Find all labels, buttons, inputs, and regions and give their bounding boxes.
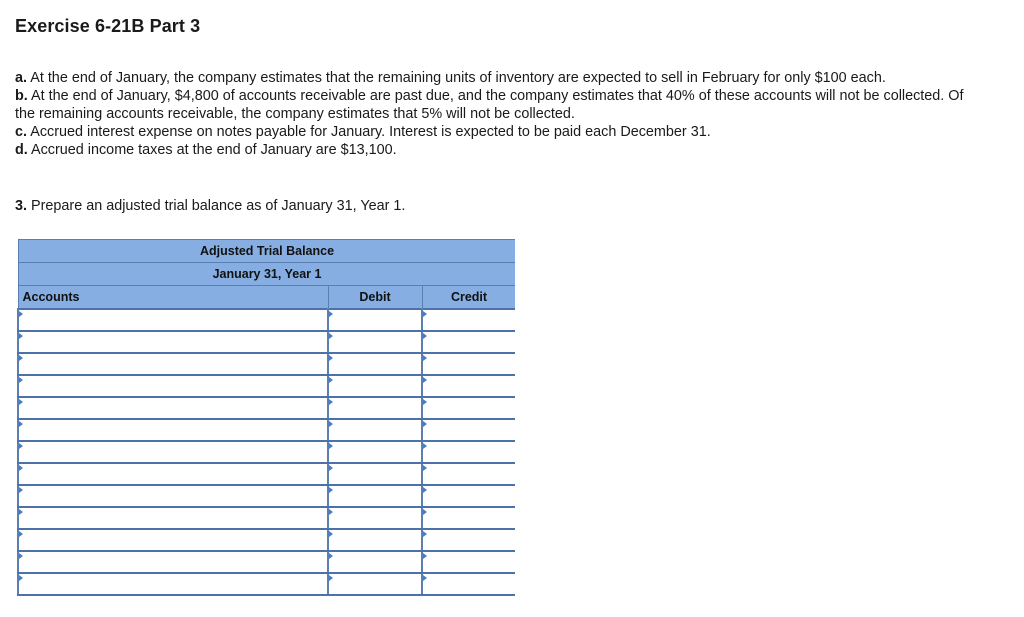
item-b-text: At the end of January, $4,800 of accounts receivable are past due, and the company estimates that 40% of these accounts will not be collected. Of the remaining accounts receivable, the company estimates that 5% will not be collected.	[15, 88, 964, 122]
problem-statement	[15, 69, 965, 159]
debit-input[interactable]	[329, 464, 421, 484]
debit-input[interactable]	[329, 442, 421, 462]
debit-input[interactable]	[329, 508, 421, 528]
item-d-letter: d.	[15, 142, 28, 158]
question-text: Prepare an adjusted trial balance as of January 31, Year 1.	[27, 198, 406, 214]
credit-input[interactable]	[423, 354, 515, 374]
table-row	[18, 485, 515, 507]
credit-input[interactable]	[423, 486, 515, 506]
account-input[interactable]	[19, 464, 327, 484]
account-input[interactable]	[19, 552, 327, 572]
account-cell	[18, 463, 328, 485]
debit-input[interactable]	[329, 530, 421, 550]
row-marker-icon	[19, 311, 23, 317]
column-header-credit: Credit	[422, 286, 515, 310]
item-b	[15, 87, 965, 123]
debit-cell	[328, 529, 422, 551]
credit-cell	[422, 573, 515, 595]
debit-cell	[328, 353, 422, 375]
account-input[interactable]	[19, 398, 327, 418]
debit-cell	[328, 441, 422, 463]
row-marker-icon	[19, 421, 23, 427]
debit-cell	[328, 309, 422, 331]
debit-cell	[328, 419, 422, 441]
row-marker-icon	[329, 575, 333, 581]
row-marker-icon	[423, 333, 427, 339]
credit-input[interactable]	[423, 552, 515, 572]
debit-input[interactable]	[329, 332, 421, 352]
debit-cell	[328, 375, 422, 397]
debit-input[interactable]	[329, 354, 421, 374]
credit-cell	[422, 331, 515, 353]
account-cell	[18, 507, 328, 529]
row-marker-icon	[19, 377, 23, 383]
row-marker-icon	[329, 311, 333, 317]
trial-balance-rows	[18, 309, 515, 595]
row-marker-icon	[329, 487, 333, 493]
row-marker-icon	[19, 509, 23, 515]
account-input[interactable]	[19, 310, 327, 330]
credit-input[interactable]	[423, 398, 515, 418]
credit-input[interactable]	[423, 310, 515, 330]
account-cell	[18, 485, 328, 507]
row-marker-icon	[329, 509, 333, 515]
row-marker-icon	[423, 377, 427, 383]
account-cell	[18, 573, 328, 595]
row-marker-icon	[329, 421, 333, 427]
account-cell	[18, 331, 328, 353]
account-cell	[18, 529, 328, 551]
account-cell	[18, 419, 328, 441]
trial-balance-worksheet	[17, 239, 515, 617]
row-marker-icon	[423, 443, 427, 449]
table-row	[18, 507, 515, 529]
row-marker-icon	[423, 531, 427, 537]
credit-input[interactable]	[423, 332, 515, 352]
credit-cell	[422, 507, 515, 529]
row-marker-icon	[19, 575, 23, 581]
row-marker-icon	[423, 575, 427, 581]
credit-input[interactable]	[423, 574, 515, 594]
item-c-text: Accrued interest expense on notes payable for January. Interest is expected to be paid each December 31.	[27, 124, 711, 140]
row-marker-icon	[329, 553, 333, 559]
row-marker-icon	[329, 531, 333, 537]
row-marker-icon	[329, 377, 333, 383]
table-row	[18, 463, 515, 485]
table-row	[18, 419, 515, 441]
row-marker-icon	[423, 355, 427, 361]
debit-cell	[328, 551, 422, 573]
row-marker-icon	[19, 553, 23, 559]
table-date: January 31, Year 1	[18, 263, 515, 286]
item-d-text: Accrued income taxes at the end of January are $13,100.	[27, 142, 397, 158]
debit-cell	[328, 573, 422, 595]
account-cell	[18, 353, 328, 375]
account-input[interactable]	[19, 376, 327, 396]
item-c	[15, 123, 965, 141]
row-marker-icon	[423, 487, 427, 493]
account-input[interactable]	[19, 574, 327, 594]
table-row	[18, 375, 515, 397]
table-row	[18, 331, 515, 353]
page-title: Exercise 6-21B Part 3	[15, 16, 201, 36]
credit-input[interactable]	[423, 464, 515, 484]
credit-cell	[422, 309, 515, 331]
account-input[interactable]	[19, 508, 327, 528]
row-marker-icon	[329, 333, 333, 339]
row-marker-icon	[423, 311, 427, 317]
account-cell	[18, 375, 328, 397]
account-cell	[18, 551, 328, 573]
row-marker-icon	[329, 465, 333, 471]
debit-cell	[328, 507, 422, 529]
credit-cell	[422, 375, 515, 397]
row-marker-icon	[19, 333, 23, 339]
credit-input[interactable]	[423, 420, 515, 440]
debit-input[interactable]	[329, 420, 421, 440]
table-title: Adjusted Trial Balance	[18, 240, 515, 263]
debit-cell	[328, 331, 422, 353]
row-marker-icon	[19, 487, 23, 493]
table-row	[18, 441, 515, 463]
row-marker-icon	[19, 531, 23, 537]
row-marker-icon	[423, 553, 427, 559]
item-c-letter: c.	[15, 124, 28, 140]
row-marker-icon	[329, 443, 333, 449]
account-input[interactable]	[19, 332, 327, 352]
account-input[interactable]	[19, 486, 327, 506]
item-a-letter: a.	[15, 70, 28, 86]
row-marker-icon	[19, 465, 23, 471]
item-a	[15, 69, 965, 87]
account-cell	[18, 397, 328, 419]
debit-input[interactable]	[329, 310, 421, 330]
credit-input[interactable]	[423, 508, 515, 528]
question	[15, 197, 405, 215]
credit-cell	[422, 529, 515, 551]
credit-input[interactable]	[423, 376, 515, 396]
table-row	[18, 529, 515, 551]
account-input[interactable]	[19, 420, 327, 440]
row-marker-icon	[423, 399, 427, 405]
row-marker-icon	[329, 399, 333, 405]
credit-cell	[422, 441, 515, 463]
credit-cell	[422, 463, 515, 485]
table-row	[18, 353, 515, 375]
account-input[interactable]	[19, 530, 327, 550]
credit-input[interactable]	[423, 530, 515, 550]
row-marker-icon	[329, 355, 333, 361]
debit-input[interactable]	[329, 574, 421, 594]
credit-cell	[422, 353, 515, 375]
debit-input[interactable]	[329, 486, 421, 506]
credit-cell	[422, 419, 515, 441]
credit-input[interactable]	[423, 442, 515, 462]
question-number: 3.	[15, 198, 28, 214]
account-input[interactable]	[19, 354, 327, 374]
row-marker-icon	[19, 355, 23, 361]
debit-cell	[328, 397, 422, 419]
table-row	[18, 551, 515, 573]
item-b-letter: b.	[15, 88, 28, 104]
item-d	[15, 141, 965, 159]
credit-cell	[422, 485, 515, 507]
table-row	[18, 573, 515, 595]
row-marker-icon	[19, 443, 23, 449]
column-header-accounts: Accounts	[18, 286, 328, 310]
debit-cell	[328, 485, 422, 507]
debit-cell	[328, 463, 422, 485]
credit-cell	[422, 397, 515, 419]
item-a-text: At the end of January, the company estimates that the remaining units of inventory are expected to sell in February for only $100 each.	[27, 70, 886, 86]
row-marker-icon	[19, 399, 23, 405]
table-row	[18, 397, 515, 419]
debit-input[interactable]	[329, 398, 421, 418]
row-marker-icon	[423, 421, 427, 427]
account-cell	[18, 309, 328, 331]
debit-input[interactable]	[329, 552, 421, 572]
row-marker-icon	[423, 465, 427, 471]
account-input[interactable]	[19, 442, 327, 462]
trial-balance-table	[17, 239, 515, 596]
column-header-debit: Debit	[328, 286, 422, 310]
account-cell	[18, 441, 328, 463]
table-row	[18, 309, 515, 331]
credit-cell	[422, 551, 515, 573]
debit-input[interactable]	[329, 376, 421, 396]
row-marker-icon	[423, 509, 427, 515]
